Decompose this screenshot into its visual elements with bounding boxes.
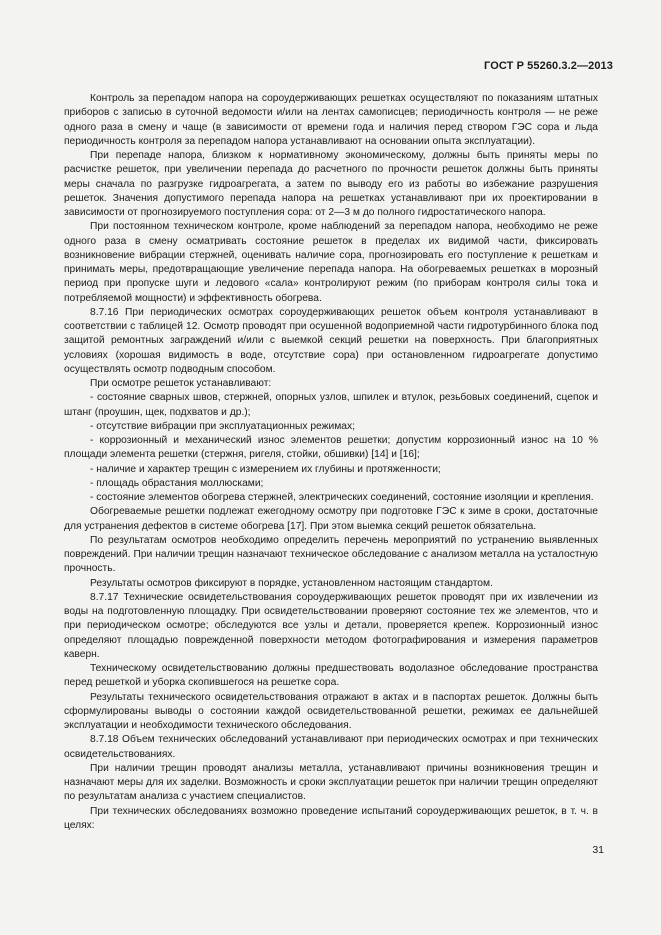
document-body (64, 92, 598, 833)
list-item: - площадь обрастания моллюсками; (90, 477, 264, 489)
paragraph: При наличии трещин проводят анализы металла, устанавливают причины возникновения трещин и назначают меры для их заделки. Возможность и сроки эксплуатации решеток при наличии трещин определяют по результатам анализа с участием специалистов. (64, 762, 598, 803)
paragraph: Контроль за перепадом напора на сороудерживающих решетках осуществляют по показаниям штатных приборов с записью в суточной ведомости и/или на лентах самописцев; периодичность контроля — не реже одного раза в смену и чаще (в зависимости от времени года и наличия перед створом ГЭС сора и льда периодичность контроля за перепадом напора устанавливают на основании опыта эксплуатации). (64, 93, 598, 147)
paragraph: При осмотре решеток устанавливают: (90, 378, 272, 389)
list-item: - наличие и характер трещин с измерением их глубины и протяженности; (90, 463, 441, 475)
paragraph: При технических обследованиях возможно проведение испытаний сороудерживающих решеток, в т. ч. в целях: (64, 805, 598, 831)
paragraph: Результаты осмотров фиксируют в порядке, установленном настоящим стандартом. (90, 577, 493, 589)
list-item: - отсутствие вибрации при эксплуатационных режимах; (90, 420, 355, 432)
paragraph: 8.7.18 Объем технических обследований устанавливают при периодических осмотрах и при технических освидетельствованиях. (64, 734, 598, 760)
document-header: ГОСТ Р 55260.3.2—2013 (484, 60, 613, 72)
paragraph: Техническому освидетельствованию должны предшествовать водолазное обследование пространства перед решеткой и уборка скопившегося на решетке сора. (64, 663, 598, 689)
paragraph: Результаты технического освидетельствования отражают в актах и в паспортах решеток. Должны быть сформулированы выводы о состоянии каждой освидетельствованной решетки, режимах ее дальнейшей эксплуатации и необходимости технического обследования. (64, 691, 598, 731)
list-item: - состояние сварных швов, стержней, опорных узлов, шпилек и втулок, резьбовых соединений, сцепок и штанг (проушин, щек, подхватов и др.); (64, 392, 598, 418)
paragraph: По результатам осмотров необходимо определить перечень мероприятий по устранению выявленных повреждений. При наличии трещин назначают техническое обследование с анализом металла на усталостную прочность. (64, 534, 598, 575)
list-item: - состояние элементов обогрева стержней, электрических соединений, состояние изоляции и крепления. (90, 492, 594, 503)
page-number: 31 (592, 844, 604, 856)
paragraph: Обогреваемые решетки подлежат ежегодному осмотру при подготовке ГЭС к зиме в сроки, достаточные для устранения дефектов в системе обогрева [17]. При этом выемка секций решеток обязательна. (64, 506, 598, 532)
paragraph: При постоянном техническом контроле, кроме наблюдений за перепадом напора, необходимо не реже одного раза в смену осматривать состояние решеток в пределах их видимой части, фиксировать возникновение вибрации стержней, оценивать наличие сора, прогнозировать его поступление к решеткам и принимать меры, предотвращающие увеличение перепада напора. На обогреваемых решетках в морозный период при пропуске шуги и ледового «сала» контролируют режим (по приборам контроля силы тока и потребляемой мощности) и эффективность обогрева. (64, 221, 598, 304)
paragraph: 8.7.17 Технические освидетельствования сороудерживающих решеток проводят при их извлечении из воды на подготовленную площадку. При освидетельствовании проверяют состояние тех же элементов, что и при периодическом осмотре; обследуются все узлы и детали, проверяется крепеж. Коррозионный износ определяют площадью поврежденной поверхности методом фотографирования и измерения параметров каверн. (64, 591, 598, 660)
paragraph: При перепаде напора, близком к нормативному экономическому, должны быть приняты меры по расчистке решеток, при увеличении перепада до расчетного по прочности решеток должны быть приняты меры сначала по разгрузке гидроагрегата, а затем по выводу его из работы во избежание разрушения решеток. Значения допустимого перепада напора на решетках устанавливают при их проектировании в зависимости от прогнозируемого поступления сора: от 2—3 м до полного гидростатического напора. (64, 150, 598, 218)
paragraph: 8.7.16 При периодических осмотрах сороудерживающих решеток объем контроля устанавливают в соответствии с таблицей 12. Осмотр проводят при осушенной водоприемной части гидротурбинного блока под защитой ремонтных заграждений и/или с выемкой секций решетки на поверхность. При благоприятных условиях (хорошая видимость в воде, отсутствие сора) при остановленном гидроагрегате допустимо осуществлять осмотр подводным способом. (64, 306, 598, 375)
list-item: - коррозионный и механический износ элементов решетки; допустим коррозионный износ на 10 % площади элемента решетки (стержня, ригеля, стойки, обшивки) [14] и [16]; (64, 435, 598, 461)
